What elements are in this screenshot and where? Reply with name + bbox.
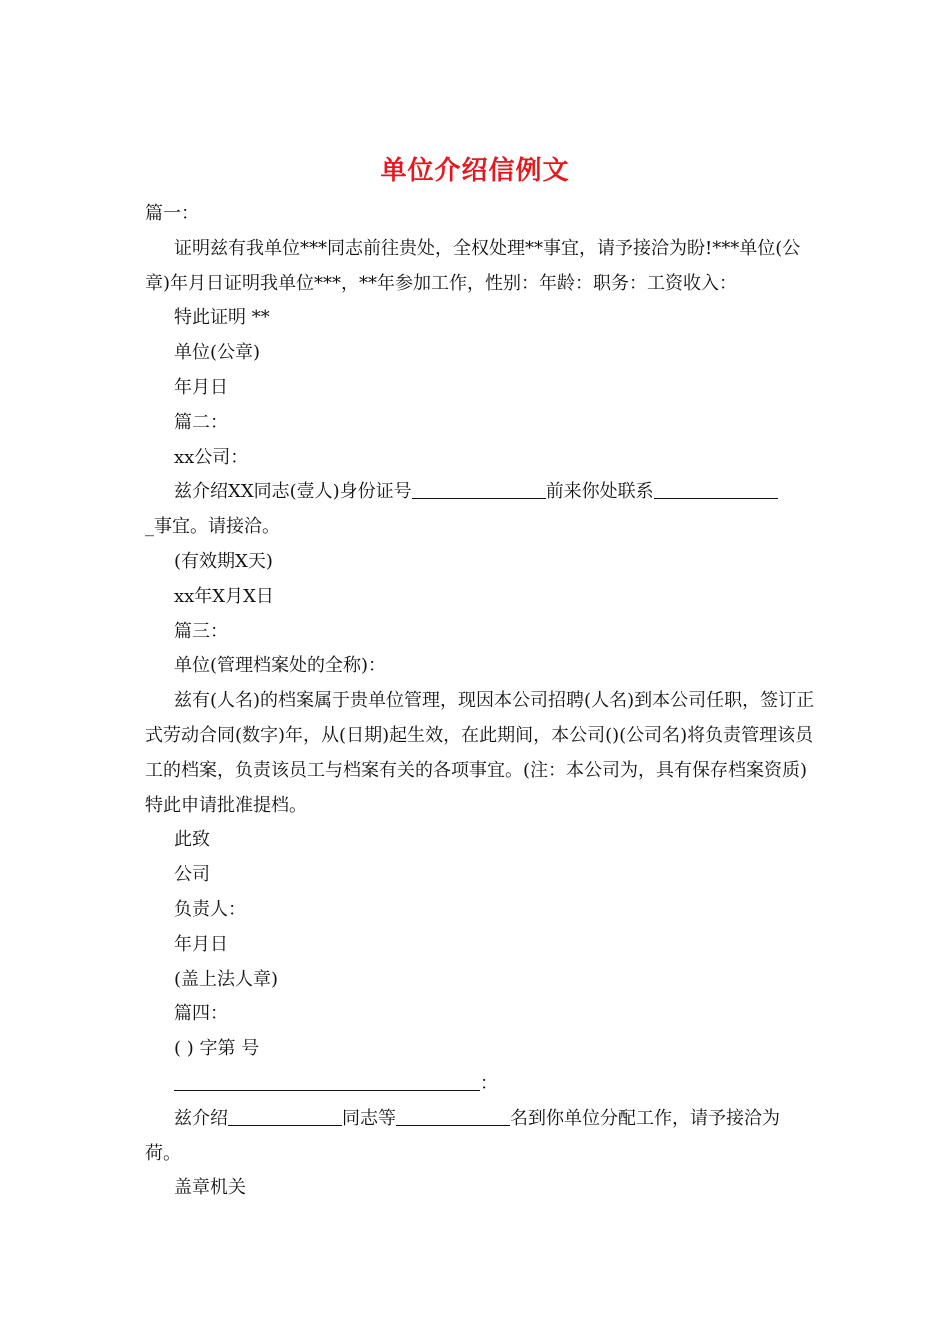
part2-intro-line bbox=[145, 475, 815, 510]
name-blank bbox=[228, 1105, 342, 1126]
contact-matter-blank bbox=[654, 478, 778, 499]
id-number-blank bbox=[412, 478, 546, 499]
part2-date: xx年X月X日 bbox=[174, 585, 274, 607]
part3-date: 年月日 bbox=[174, 933, 228, 955]
part4-intro-c: 名到你单位分配工作，请予接洽为荷。 bbox=[145, 1107, 780, 1164]
part1-closing: 特此证明 ** bbox=[174, 307, 270, 329]
part4-addressee-line bbox=[145, 1067, 815, 1102]
part2-validity: (有效期X天) bbox=[174, 550, 273, 572]
part3-company: 公司 bbox=[174, 864, 210, 886]
part3-responsible: 负责人： bbox=[174, 898, 246, 920]
part4-ref-number: ( ) 字第 号 bbox=[174, 1038, 260, 1060]
part2-intro-a: 兹介绍XX同志(壹人)身份证号 bbox=[174, 481, 412, 503]
document-body bbox=[145, 197, 815, 1206]
part3-label: 篇三： bbox=[174, 620, 228, 642]
count-blank bbox=[396, 1105, 510, 1126]
part4-intro-a: 兹介绍 bbox=[174, 1107, 228, 1129]
part4-intro-line bbox=[145, 1102, 815, 1172]
document-title: 单位介绍信例文 bbox=[380, 156, 570, 186]
part2-intro-c: _事宜。请接洽。 bbox=[145, 516, 280, 538]
part1-seal: 单位(公章) bbox=[174, 342, 261, 364]
part2-addressee: xx公司： bbox=[174, 446, 249, 468]
part1-date: 年月日 bbox=[174, 376, 228, 398]
part1-body: 证明兹有我单位***同志前往贵处，全权处理**事宜，请予接洽为盼!***单位(公章)年月日证明我单位***，**年参加工作，性别：年龄：职务：工资收入： bbox=[145, 237, 801, 294]
part1-label: 篇一： bbox=[145, 203, 199, 224]
addressee-blank bbox=[174, 1070, 480, 1091]
part3-body: 兹有(人名)的档案属于贵单位管理，现因本公司招聘(人名)到本公司任职，签订正式劳动合同(数字)年，从(日期)起生效，在此期间，本公司()(公司名)将负责管理该员工的档案，负责该员工与档案有关的各项事宜。(注：本公司为，具有保存档案资质)特此申请批准提档。 bbox=[145, 690, 815, 816]
part2-label: 篇二： bbox=[174, 411, 228, 433]
part2-intro-b: 前来你处联系 bbox=[545, 481, 654, 503]
part3-salutation: 此致 bbox=[174, 829, 210, 851]
part4-addressee-colon: ： bbox=[480, 1072, 498, 1094]
part3-seal: (盖上法人章) bbox=[174, 968, 279, 990]
part3-addressee: 单位(管理档案处的全称)： bbox=[174, 655, 387, 677]
part4-label: 篇四： bbox=[174, 1003, 228, 1025]
part4-seal-org: 盖章机关 bbox=[174, 1177, 246, 1199]
part4-intro-b: 同志等 bbox=[342, 1107, 396, 1129]
